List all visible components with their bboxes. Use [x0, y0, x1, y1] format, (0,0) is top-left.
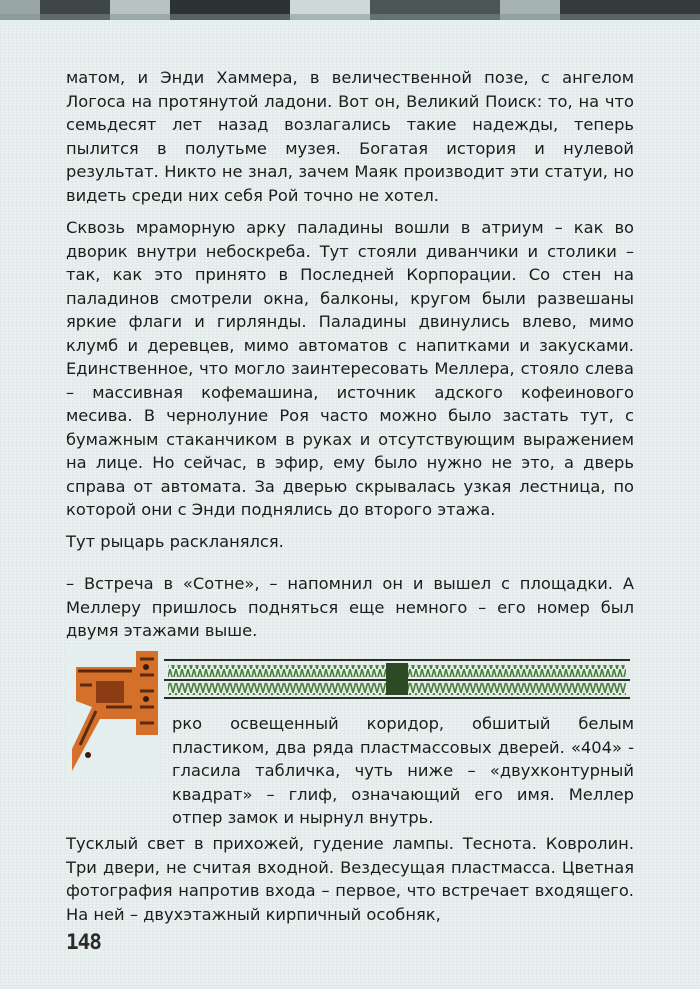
page-number: 148: [66, 930, 101, 954]
paragraph-4: – Встреча в «Сотне», – напомнил он и вышел с площадки. А Меллеру пришлось подняться еще немного – его номер был двумя этажами выше.: [66, 574, 634, 640]
decorative-top-strip: [0, 0, 700, 20]
circuit-ornament-band: [164, 657, 630, 701]
paragraph-3: Тут рыцарь раскланялся.: [66, 532, 284, 551]
drop-cap-initial: [66, 645, 160, 777]
paragraph-2: Сквозь мраморную арку паладины вошли в атриум – как во дворик внутри небоскреба. Тут стояли диванчики и столики – так, как это принято в Последней Корпорации. Со стен на паладинов смотрели окна, балконы, кругом были развешаны яркие флаги и гирлянды. Паладины двинулись влево, мимо клумб и деревцев, мимо автоматов с напитками и закусками. Единственное, что могло заинтересовать Меллера, стояло слева – массивная кофемашина, источник адского кофеинового месива. В чернолуние Роя часто можно было застать тут, с бумажным стаканчиком в руках и отсутствующим выражением на лице. Но сейчас, в эфир, ему было нужно не это, а дверь справа от автомата. За дверью скрывалась узкая лестница, по которой они с Энди поднялись до второго этажа.: [66, 218, 634, 519]
paragraph-6: Тусклый свет в прихожей, гудение лампы. Теснота. Ковролин. Три двери, не считая входной. Вездесущая пластмасса. Цветная фотография напротив входа – первое, что встречает входящего. На ней – двухэтажный кирпичный особняк,: [66, 834, 634, 924]
paragraph-1: матом, и Энди Хаммера, в величественной позе, с ангелом Логоса на протянутой ладони. Вот он, Великий Поиск: то, на что семьдесят лет назад возлагались такие надежды, теперь пылится в полутьме музея. Богатая история и нулевой результат. Никто не знал, зачем Маяк производит эти статуи, но видеть среди них себя Рой точно не хотел.: [66, 68, 634, 205]
paragraph-5: [172, 712, 634, 830]
drop-cap-letter: Я: [114, 757, 121, 768]
drop-cap-paragraph-text: рко освещенный коридор, обшитый белым пластиком, два ряда пластмассовых дверей. «404» - гласила табличка, чуть ниже – «двухконтурный квадрат» – глиф, означающий его имя. Меллер отпер замок и нырнул внутрь.: [172, 714, 634, 827]
